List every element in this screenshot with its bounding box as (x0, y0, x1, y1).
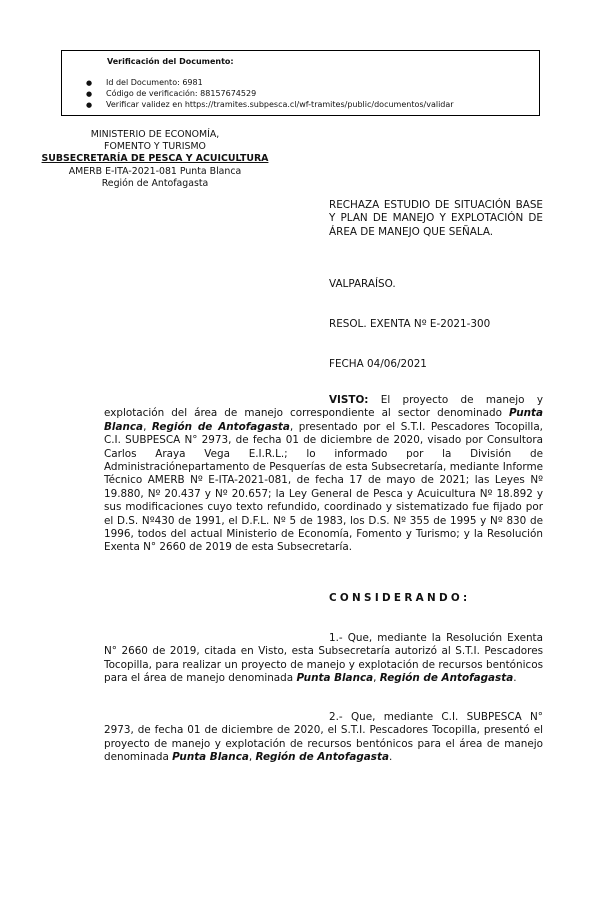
verification-box (61, 50, 540, 116)
considerando-item-1 (104, 632, 543, 686)
ministry-header (20, 129, 290, 190)
list-item (86, 77, 454, 88)
considerando-2-text: 2.- Que, mediante C.I. SUBPESCA N° 2973, de fecha 01 de diciembre de 2020, el S.T.I. Pescadores Tocopilla, presentó el proyecto de manejo y explotación de recursos bentónicos para el área de manejo denominada (104, 711, 543, 764)
ministry-name-line1: MINISTERIO DE ECONOMÍA, (90, 129, 220, 140)
place-line: VALPARAÍSO. (329, 278, 396, 290)
verification-link[interactable]: Verificar validez en https://tramites.subpesca.cl/wf-tramites/public/documentos/validar (106, 100, 454, 109)
considerando-item-2 (104, 711, 543, 765)
considerando-2-region: Región de Antofagasta (255, 751, 389, 764)
considerando-1-text: 1.- Que, mediante la Resolución Exenta N° 2660 de 2019, citada en Visto, esta Subsecretaría autorizó al S.T.I. Pescadores Tocopilla, para realizar un proyecto de manejo y explotación de recursos bentónicos para el área de manejo denominada (104, 632, 543, 685)
bullet-icon: ● (86, 90, 93, 98)
considerando-1-separator: , (373, 672, 380, 685)
verification-title: Verificación del Documento: (107, 57, 234, 66)
considerando-1-region: Región de Antofagasta (379, 672, 514, 685)
document-id: Id del Documento: 6981 (106, 78, 203, 87)
verification-list (86, 77, 454, 110)
amerb-reference: AMERB E-ITA-2021-081 Punta Blanca (68, 165, 242, 177)
visto-label: VISTO: (329, 394, 369, 406)
considerando-heading: CONSIDERANDO: (329, 592, 471, 604)
visto-separator: , (143, 420, 152, 433)
list-item (86, 99, 454, 110)
considerando-2-place: Punta Blanca (172, 751, 249, 764)
visto-text-1: El proyecto de manejo y explotación del área de manejo correspondiente al sector denominado (104, 394, 543, 420)
visto-text-2: , presentado por el S.T.I. Pescadores Tocopilla, C.I. SUBPESCA N° 2973, de fecha 01 de diciembre de 2020, visado por Consultora Carlos Araya Vega E.I.R.L.; lo informado por la División de Administraciónepartamento de Pesquerías de esta Subsecretaría, mediante Informe Técnico AMERB Nº E-ITA-2021-081, de fecha 17 de mayo de 2021; las Leyes Nº 19.880, Nº 20.437 y Nº 20.657; la Ley General de Pesca y Acuicultura Nº 18.892 y sus modificaciones cuyo texto refundido, coordinado y sistematizado fue fijado por el D.S. Nº430 de 1991, el D.F.L. Nº 5 de 1983, los D.S. Nº 355 de 1995 y Nº 830 de 1996, todos del actual Ministerio de Economía, Fomento y Turismo; y la Resolución Exenta N° 2660 de 2019 de esta Subsecretaría. (104, 420, 543, 554)
subsecretaria-name: SUBSECRETARÍA DE PESCA Y ACUICULTURA (41, 153, 269, 165)
considerando-1-place: Punta Blanca (296, 672, 374, 685)
considerando-2-end: . (388, 751, 393, 764)
considerando-1-end: . (513, 672, 517, 685)
region-name: Región de Antofagasta (101, 177, 209, 189)
list-item (86, 88, 454, 99)
visto-region: Región de Antofagasta (151, 420, 290, 433)
bullet-icon: ● (86, 101, 93, 109)
resolution-summary: RECHAZA ESTUDIO DE SITUACIÓN BASE Y PLAN DE MANEJO Y EXPLOTACIÓN DE ÁREA DE MANEJO QUE SEÑALA. (329, 199, 543, 238)
considerando-2-separator: , (248, 751, 256, 764)
visto-place: Punta Blanca (104, 407, 543, 433)
bullet-icon: ● (86, 79, 93, 87)
verification-code: Código de verificación: 88157674529 (106, 89, 257, 98)
resolution-number: RESOL. EXENTA Nº E-2021-300 (329, 318, 491, 330)
visto-paragraph (104, 394, 543, 555)
ministry-name-line2: FOMENTO Y TURISMO (104, 141, 206, 153)
resolution-date: FECHA 04/06/2021 (329, 358, 427, 370)
